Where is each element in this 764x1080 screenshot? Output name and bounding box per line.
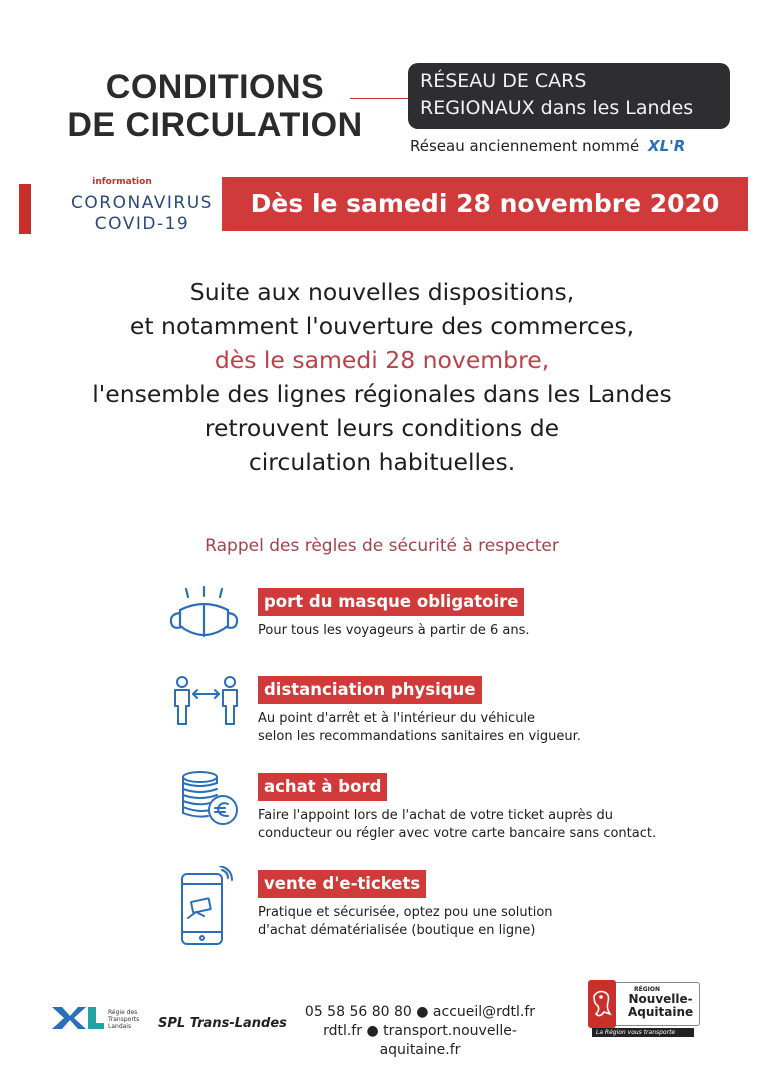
region-name-line-2: Aquitaine [628,1005,694,1019]
covid-label [52,177,232,234]
rule-onboard-purchase-title: achat à bord [258,773,387,801]
distancing-icon [170,676,242,728]
network-line-2: REGIONAUX dans les Landes [420,97,694,119]
network-name-box [408,63,730,129]
region-lion-emblem [588,980,616,1028]
covid-accent-bar [19,184,31,234]
contact-websites: rdtl.fr ● transport.nouvelle-aquitaine.fr [323,1023,517,1058]
date-banner: Dès le samedi 28 novembre 2020 [222,177,748,231]
rule-mask-title: port du masque obligatoire [258,588,524,616]
rule-e-tickets-desc [258,904,553,940]
rule-distancing-desc-line-1: Au point d'arrêt et à l'intérieur du véhicule [258,711,536,726]
rule-onboard-purchase-desc-line-2: conducteur ou régler avec votre carte bancaire sans contact. [258,826,657,841]
network-line-1: RÉSEAU DE CARS [420,70,587,92]
rule-onboard-purchase-desc [258,807,656,843]
page-title [60,68,370,144]
lead-line-2: et notamment l'ouverture des commerces, [129,312,635,340]
covid-line-2: COVID-19 [94,214,190,234]
xlr-logo: XL'R [648,137,686,155]
rule-distancing-desc [258,710,581,746]
coins-euro-icon [178,770,242,828]
covid-info-label: information [92,177,152,187]
rule-onboard-purchase [258,773,656,843]
region-nouvelle-aquitaine-logo [588,980,703,1040]
rule-e-tickets [258,870,553,940]
rule-onboard-purchase-desc-line-1: Faire l'appoint lors de l'achat de votre ticket auprès du [258,808,614,823]
region-name-line-1: Nouvelle- [628,992,693,1006]
xl-logo-caption: Régie des Transports Landais [108,1009,140,1030]
smartphone-card-icon [178,866,234,946]
rule-e-tickets-title: vente d'e-tickets [258,870,426,898]
rule-mask-desc-line-1: Pour tous les voyageurs à partir de 6 ans. [258,623,530,638]
rule-distancing-desc-line-2: selon les recommandations sanitaires en vigueur. [258,729,581,744]
lead-line-6: circulation habituelles. [248,448,516,476]
spl-trans-landes-logo: SPL Trans-Landes [158,1016,287,1031]
former-name-text: Réseau anciennement nommé [410,137,640,155]
rule-distancing [258,676,581,746]
lead-line-4: l'ensemble des lignes régionales dans les Landes [92,380,672,408]
lead-paragraph [20,275,744,479]
rules-heading: Rappel des règles de sécurité à respecter [205,536,559,556]
rule-e-tickets-desc-line-2: d'achat dématérialisée (boutique en ligne) [258,923,536,938]
contact-info [285,1003,555,1060]
region-name [628,993,693,1019]
rule-mask [258,588,530,640]
rule-distancing-title: distanciation physique [258,676,482,704]
region-tagline: La Région vous transporte [592,1028,694,1037]
lead-line-1: Suite aux nouvelles dispositions, [189,278,575,306]
xl-logo [52,1005,104,1035]
rule-e-tickets-desc-line-1: Pratique et sécurisée, optez pou une solution [258,905,553,920]
rule-mask-desc [258,622,530,640]
title-line-2: DE CIRCULATION [67,106,363,144]
region-small-label: RÉGION [634,986,660,993]
contact-phone-email: 05 58 56 80 80 ● accueil@rdtl.fr [304,1004,536,1020]
covid-line-1: CORONAVIRUS [71,193,213,213]
lead-line-3-highlight: dès le samedi 28 novembre, [214,346,550,374]
mask-icon [166,586,242,648]
title-connector-line [350,98,410,99]
title-line-1: CONDITIONS [105,68,325,106]
lead-line-5: retrouvent leurs conditions de [204,414,560,442]
former-name-note [410,137,685,155]
